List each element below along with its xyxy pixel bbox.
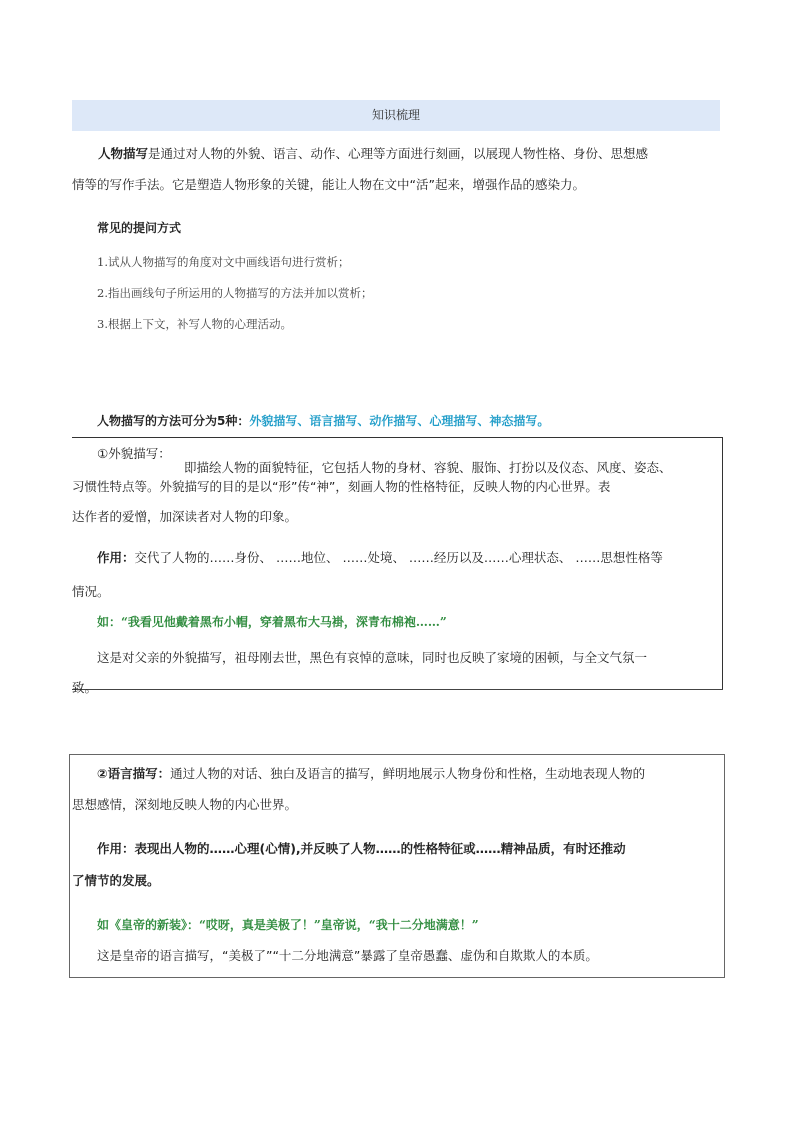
appearance-effect-line-1 — [97, 543, 663, 573]
methods-list: 外貌描写、语言描写、动作描写、心理描写、神态描写。 — [249, 414, 550, 428]
speech-example: 如《皇帝的新装》：“哎呀，真是美极了！”皇帝说，“我十二分地满意！” — [97, 918, 479, 932]
question-item-3: 3.根据上下文，补写人物的心理活动。 — [97, 317, 292, 331]
question-item-1: 1.试从人物描写的角度对文中画线语句进行赏析； — [97, 255, 350, 269]
appearance-analysis-line-1: 这是对父亲的外貌描写，祖母刚去世，黑色有哀悼的意味，同时也反映了家境的困顿，与全文气氛一 — [97, 650, 648, 665]
intro-line-1 — [98, 139, 728, 169]
appearance-example: 如：“我看见他戴着黑布小帽，穿着黑布大马褂，深青布棉袍……” — [97, 615, 447, 629]
question-item-2: 2.指出画线句子所运用的人物描写的方法并加以赏析； — [97, 286, 373, 300]
methods-lead: 人物描写的方法可分为5种： — [97, 414, 250, 428]
appearance-box-top-border — [72, 437, 723, 438]
appearance-line-1: 即描绘人物的面貌特征，它包括人物的身材、容貌、服饰、打扮以及仪态、风度、姿态、 — [184, 460, 672, 475]
speech-label: ②语言描写： — [97, 766, 171, 781]
section-title: 知识梳理 — [371, 108, 420, 122]
methods-line — [97, 406, 549, 436]
speech-line1-text: 通过人物的对话、独白及语言的描写，鲜明地展示人物身份和性格，生动地表现人物的 — [170, 766, 646, 781]
appearance-label: ①外貌描写： — [97, 446, 171, 461]
intro-term: 人物描写 — [98, 146, 149, 161]
appearance-box-bottom-border — [72, 689, 723, 690]
speech-effect-line-2: 了情节的发展。 — [72, 873, 160, 888]
speech-effect-line-1: 作用：表现出人物的……心理(心情),并反映了人物……的性格特征或……精神品质，有时还推动 — [97, 841, 626, 856]
questions-heading: 常见的提问方式 — [97, 221, 182, 235]
intro-line1-text: 是通过对人物的外貌、语言、动作、心理等方面进行刻画，以展现人物性格、身份、思想感 — [148, 146, 649, 161]
appearance-analysis-line-2: 致。 — [72, 680, 98, 695]
appearance-effect-label: 作用： — [97, 550, 135, 565]
speech-analysis: 这是皇帝的语言描写，“美极了”“十二分地满意”暴露了皇帝愚蠢、虚伪和自欺欺人的本质。 — [97, 948, 598, 963]
appearance-effect-text: 交代了人物的……身份、 ……地位、 ……处境、 ……经历以及……心理状态、 ……思想性格等 — [134, 550, 663, 565]
appearance-effect-line-2: 情况。 — [72, 584, 110, 599]
speech-line-2: 思想感情，深刻地反映人物的内心世界。 — [72, 797, 298, 812]
speech-line-1 — [97, 759, 645, 789]
appearance-line-3: 达作者的爱憎，加深读者对人物的印象。 — [72, 509, 298, 524]
section-header — [72, 100, 720, 131]
appearance-line-2: 习惯性特点等。外貌描写的目的是以“形”传“神”，刻画人物的性格特征，反映人物的内心世界。表 — [72, 479, 611, 494]
intro-line-2: 情等的写作手法。它是塑造人物形象的关键，能让人物在文中“活”起来，增强作品的感染力。 — [72, 177, 585, 192]
